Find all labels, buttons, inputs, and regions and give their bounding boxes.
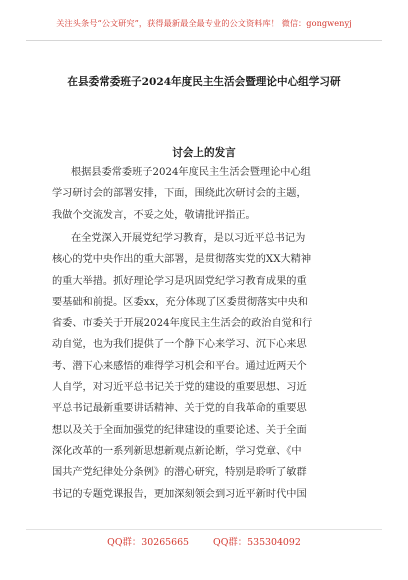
document-title-line-1: 在县委常委班子2024年度民主生活会暨理论中心组学习研 — [67, 76, 341, 88]
paragraph-line: 核心的党中央作出的重大部署，是贯彻落实党的XX大精神 — [52, 254, 312, 266]
footer-qq-group-1: QQ群：30265665 — [107, 537, 190, 548]
paragraph-main — [52, 228, 362, 505]
paragraph-line: 的重大举措。抓好理论学习是巩固党纪学习教育成果的重 — [52, 275, 307, 287]
document-title-line-2: 讨会上的发言 — [172, 147, 236, 159]
paragraph-line: 深化改革的一系列新思想新观点新论断，学习党章、《中 — [52, 445, 302, 457]
footer-qq-group-2: QQ群：535304092 — [213, 537, 301, 548]
paragraph-line: 我做个交流发言，不妥之处，敬请批评指正。 — [52, 209, 256, 221]
paragraph-line: 要基础和前提。区委xx，充分体现了区委贯彻落实中央和 — [52, 296, 308, 308]
footer-contact — [0, 534, 408, 548]
paragraph-line: 国共产党纪律处分条例》的潜心研究，特别是聆听了敏群 — [52, 467, 307, 479]
paragraph-line: 动自觉，也为我们提供了一个静下心来学习、沉下心来思 — [52, 339, 307, 351]
promo-header: 关注头条号“公文研究”，获得最新最全最专业的公文资料库！ 微信：gongwenyj — [56, 18, 352, 28]
footer-divider — [26, 529, 382, 530]
paragraph-line: 考、潜下心来感悟的难得学习机会和平台。通过近两天个 — [52, 360, 307, 372]
paragraph-line: 在全党深入开展党纪学习教育，是以习近平总书记为 — [71, 233, 306, 244]
paragraph-line: 人自学，对习近平总书记关于党的建设的重要思想、习近 — [52, 382, 307, 394]
paragraph-line: 书记的专题党课报告，更加深刻领会到习近平新时代中国 — [52, 488, 307, 500]
paragraph-line: 想以及关于全面加强党的纪律建设的重要论述、关于全面 — [52, 424, 307, 436]
paragraph-intro — [52, 162, 362, 226]
paragraph-line: 学习研讨会的部署安排，下面，围绕此次研讨会的主题， — [52, 188, 307, 200]
paragraph-line: 平总书记最新重要讲话精神、关于党的自我革命的重要思 — [52, 403, 307, 415]
paragraph-line: 省委、市委关于开展2024年度民主生活会的政治自觉和行 — [52, 318, 313, 330]
header-divider — [26, 40, 382, 41]
paragraph-line: 根据县委常委班子2024年度民主生活会暨理论中心组 — [71, 167, 311, 178]
